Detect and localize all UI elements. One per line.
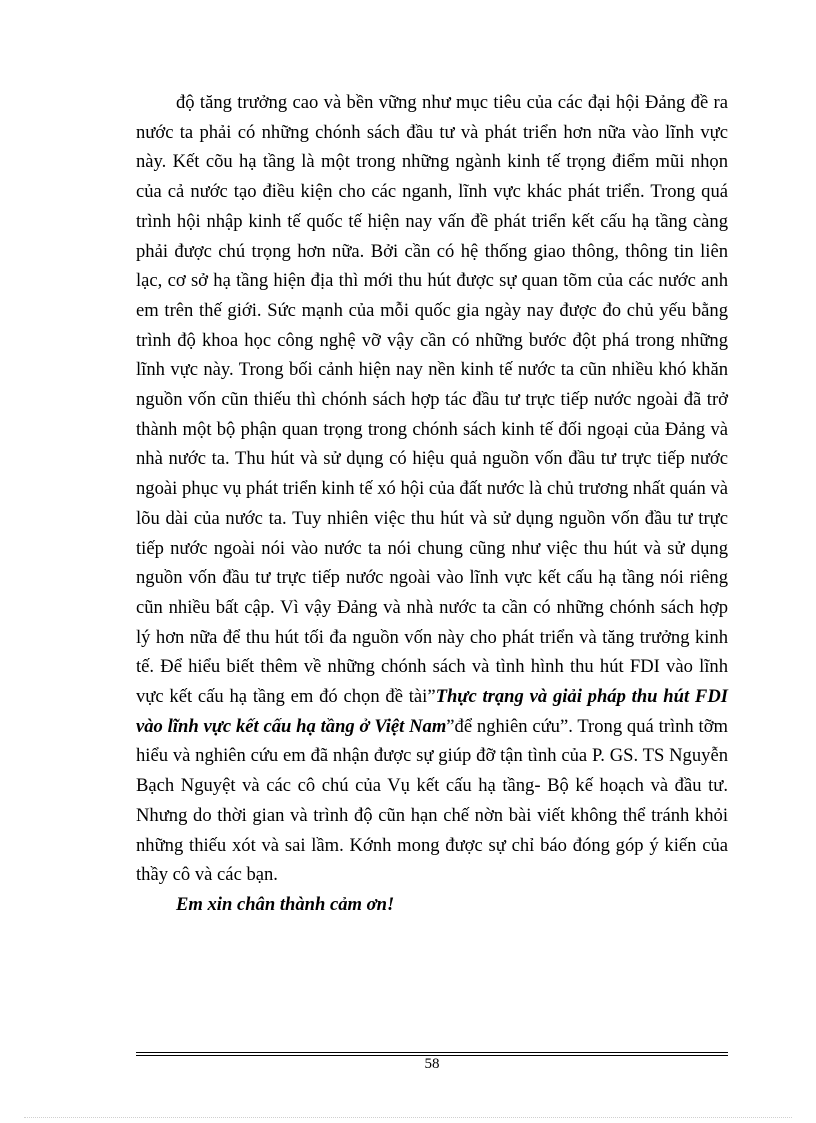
page-number: 58 — [424, 1056, 440, 1072]
body-paragraph — [136, 88, 728, 890]
page-edge-divider — [24, 1117, 792, 1118]
paragraph-text-before-title: độ tăng trưởng cao và bền vững như mục tiêu của các đại hội Đảng đề ra nước ta phải có những chónh sách đầu tư và phát triển hơn nữa vào lĩnh vực này. Kết cõu hạ tầng là một trong những ngành kinh tế trọng điểm mũi nhọn của cả nước tạo điều kiện cho các nganh, lĩnh vực khác phát triển. Trong quá trình hội nhập kinh tế quốc tế hiện nay vấn đề phát triển kết cấu hạ tầng càng phải được chú trọng hơn nữa. Bởi cần có hệ thống giao thông, thông tin liên lạc, cơ sở hạ tầng hiện địa thì mới thu hút được sự quan tõm của các nước anh em trên thế giới. Sức mạnh của mỗi quốc gia ngày nay được đo chủ yếu bằng trình độ khoa học công nghệ vỡ vậy cần có những bước đột phá trong những lĩnh vực này. Trong bối cảnh hiện nay nền kinh tế nước ta cũn nhiều khó khăn nguồn vốn cũn thiếu thì chónh sách hợp tác đầu tư trực tiếp nước ngoài đã trở thành một bộ phận quan trọng trong chónh sách kinh tế đối ngoại của Đảng và nhà nước ta. Thu hút và sử dụng có hiệu quả nguồn vốn đầu tư trực tiếp nước ngoài phục vụ phát triển kinh tế xó hội của đất nước là chủ trương nhất quán và lõu dài của nước ta. Tuy nhiên việc thu hút và sử dụng nguồn vốn đầu tư trực tiếp nước ngoài nói vào nước ta nói chung cũng như việc thu hút và sử dụng nguồn vốn đầu tư trực tiếp nước ngoài vào lĩnh vực kết cấu hạ tầng nói riêng cũn nhiều bất cập. Vì vậy Đảng và nhà nước ta cần có những chónh sách hợp lý hơn nữa để thu hút tối đa nguồn vốn này cho phát triển và tăng trưởng kinh tế. Để hiểu biết thêm về những chónh sách và tình hình thu hút FDI vào lĩnh vực kết cấu hạ tầng em đó chọn đề tài” — [136, 92, 728, 708]
footer-rule-top — [136, 1052, 728, 1053]
closing-thanks: Em xin chân thành cảm ơn! — [176, 893, 395, 915]
document-body — [136, 88, 728, 920]
thesis-topic-title: Thực trạng và giải pháp thu hút FDI vào lĩnh vực kết cấu hạ tầng ở Việt Nam — [136, 686, 728, 737]
paragraph-text-after-title: ”để nghiên cứu”. Trong quá trình tỡm hiểu và nghiên cứu em đã nhận được sự giúp đỡ tận tình của P. GS. TS Nguyễn Bạch Nguyệt và các cô chú của Vụ kết cấu hạ tầng- Bộ kế hoạch và đầu tư. Nhưng do thời gian và trình độ cũn hạn chế nờn bài viết không thể tránh khỏi những thiếu xót và sai lầm. Kớnh mong được sự chỉ báo đóng góp ý kiến của thầy cô và các bạn. — [136, 715, 728, 886]
